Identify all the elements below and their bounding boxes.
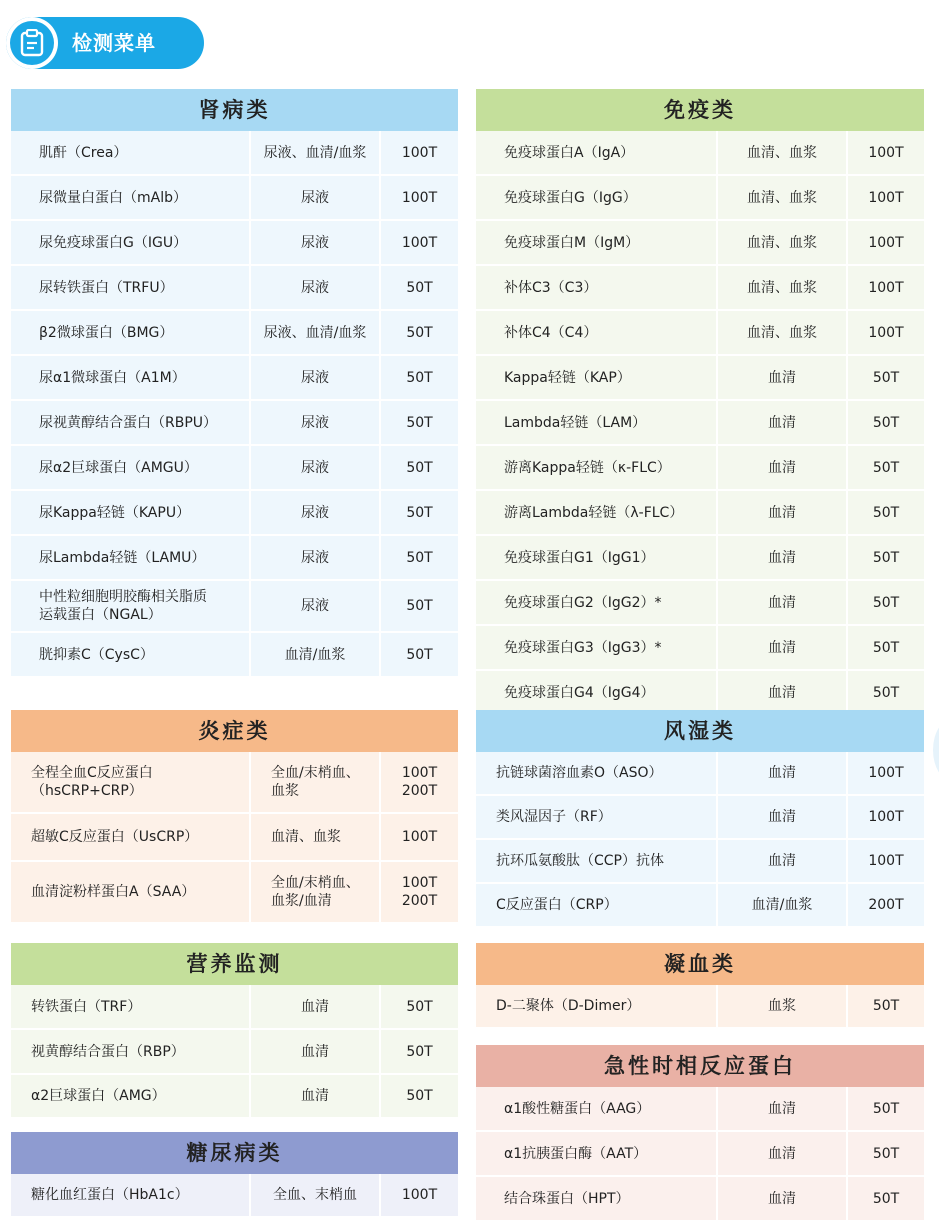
panel-kidney [11,89,458,678]
spec: 100T [846,796,924,838]
table-row [476,401,924,446]
sample-type: 尿液 [249,176,379,219]
sample-type: 全血/末梢血、 血浆 [249,752,379,812]
test-name: 全程全血C反应蛋白 （hsCRP+CRP） [31,765,153,799]
table-row [476,266,924,311]
spec: 50T [846,491,924,534]
test-name: 免疫球蛋白G（IgG） [504,189,637,206]
sample-type: 血清 [716,626,846,669]
test-name: 免疫球蛋白G3（IgG3）* [504,639,662,656]
table-row [11,536,458,581]
table-row [476,626,924,671]
test-name: 尿微量白蛋白（mAlb） [39,189,187,206]
spec: 50T [379,985,458,1028]
sample-type: 血清/血浆 [716,884,846,926]
sample-type: 血清 [716,491,846,534]
spec: 100T [846,176,924,219]
spec: 50T [846,671,924,714]
test-name: α1抗胰蛋白酶（AAT） [504,1145,648,1162]
sample-type: 尿液 [249,221,379,264]
section-badge [6,17,204,69]
sample-type: 血清 [716,1177,846,1220]
panel-title: 免疫类 [476,89,924,131]
sample-type: 血清 [716,671,846,714]
spec: 50T [846,626,924,669]
test-name: 尿Kappa轻链（KAPU） [39,504,191,521]
test-name: 结合珠蛋白（HPT） [504,1190,630,1207]
side-decoration [933,720,939,780]
spec: 100T [846,311,924,354]
test-name: C反应蛋白（CRP） [496,897,618,913]
test-name: D-二聚体（D-Dimer） [496,998,641,1014]
table-row [476,536,924,581]
test-name: 超敏C反应蛋白（UsCRP） [31,829,199,845]
badge-icon-circle [6,17,58,69]
test-name: 免疫球蛋白A（IgA） [504,144,635,161]
test-name: 抗链球菌溶血素O（ASO） [496,765,663,781]
panel-immune [476,89,924,716]
table-row [11,491,458,536]
sample-type: 全血、末梢血 [249,1174,379,1216]
sample-type: 血清 [249,1075,379,1117]
test-name: 免疫球蛋白G4（IgG4） [504,684,655,701]
table-row [476,581,924,626]
sample-type: 血清 [716,356,846,399]
spec: 100T [846,266,924,309]
table-row [476,311,924,356]
spec: 50T [846,1132,924,1175]
spec: 50T [379,311,458,354]
spec: 200T [846,884,924,926]
test-name: 胱抑素C（CysC） [39,646,154,663]
sample-type: 血清 [716,446,846,489]
test-name: 补体C4（C4） [504,324,598,341]
page-title: 检测菜单 [72,31,156,55]
sample-type: 血清、血浆 [716,311,846,354]
sample-type: 血清、血浆 [249,814,379,860]
sample-type: 血清、血浆 [716,131,846,174]
panel-rheumatism [476,710,924,928]
table-row [476,221,924,266]
sample-type: 血清 [249,1030,379,1073]
panel-title: 急性时相反应蛋白 [476,1045,924,1087]
table-row [11,356,458,401]
table-row [11,401,458,446]
table-row [476,491,924,536]
test-name: α2巨球蛋白（AMG） [31,1088,166,1104]
spec: 50T [379,1075,458,1117]
test-name: α1酸性糖蛋白（AAG） [504,1100,651,1117]
panel-nutrition [11,943,458,1119]
panel-title: 风湿类 [476,710,924,752]
spec: 50T [379,491,458,534]
table-row [476,1087,924,1132]
table-row [476,884,924,928]
table-row [476,131,924,176]
clipboard-icon [20,29,44,57]
test-name: 视黄醇结合蛋白（RBP） [31,1043,185,1060]
panel-title: 糖尿病类 [11,1132,458,1174]
test-name: 中性粒细胞明胶酶相关脂质 运载蛋白（NGAL） [39,589,207,623]
spec: 50T [846,356,924,399]
table-row [11,752,458,814]
spec: 50T [846,446,924,489]
test-name: 尿免疫球蛋白G（IGU） [39,234,188,251]
table-row [11,131,458,176]
test-name: 补体C3（C3） [504,279,598,296]
table-row [476,1177,924,1222]
test-name: 尿Lambda轻链（LAMU） [39,549,206,566]
sample-type: 血清 [716,752,846,794]
sample-type: 血清 [716,536,846,579]
table-row [11,1174,458,1218]
sample-type: 血清 [716,581,846,624]
sample-type: 血清/血浆 [249,633,379,676]
spec: 100T [379,814,458,860]
sample-type: 血清 [716,1132,846,1175]
sample-type: 血清 [716,840,846,882]
spec: 50T [379,446,458,489]
spec: 100T [379,176,458,219]
table-row [476,752,924,796]
test-name: β2微球蛋白（BMG） [39,324,174,341]
spec: 50T [379,581,458,631]
test-name: Lambda轻链（LAM） [504,414,647,431]
table-row [11,176,458,221]
sample-type: 全血/末梢血、 血浆/血清 [249,862,379,922]
spec: 50T [379,536,458,579]
spec: 100T [846,752,924,794]
panel-title: 凝血类 [476,943,924,985]
sample-type: 血清 [249,985,379,1028]
test-name: 尿转铁蛋白（TRFU） [39,279,174,296]
test-name: 尿α1微球蛋白（A1M） [39,369,186,386]
test-name: 抗环瓜氨酸肽（CCP）抗体 [496,853,664,869]
spec: 100T 200T [379,862,458,922]
panel-inflammation [11,710,458,924]
table-row [476,446,924,491]
panel-title: 炎症类 [11,710,458,752]
spec: 50T [379,356,458,399]
table-row [11,1030,458,1075]
sample-type: 血浆 [716,985,846,1027]
test-name: Kappa轻链（KAP） [504,369,631,386]
table-row [476,356,924,401]
spec: 50T [846,581,924,624]
sample-type: 尿液 [249,491,379,534]
spec: 100T [379,221,458,264]
test-name: 免疫球蛋白M（IgM） [504,234,640,251]
panel-title: 营养监测 [11,943,458,985]
test-name: 游离Kappa轻链（κ-FLC） [504,459,671,476]
sample-type: 尿液 [249,266,379,309]
sample-type: 尿液 [249,581,379,631]
spec: 50T [846,1087,924,1130]
sample-type: 尿液 [249,356,379,399]
sample-type: 血清、血浆 [716,266,846,309]
spec: 100T [846,840,924,882]
sample-type: 尿液 [249,446,379,489]
table-row [11,266,458,311]
spec: 50T [379,266,458,309]
sample-type: 尿液 [249,536,379,579]
table-row [11,311,458,356]
table-row [11,221,458,266]
spec: 50T [846,985,924,1027]
table-row [476,176,924,221]
test-name: 尿视黄醇结合蛋白（RBPU） [39,414,218,431]
table-row [11,862,458,924]
sample-type: 血清、血浆 [716,221,846,264]
test-name: 尿α2巨球蛋白（AMGU） [39,459,198,476]
panel-diabetes [11,1132,458,1218]
test-name: 肌酐（Crea） [39,144,128,161]
table-row [11,581,458,633]
sample-type: 血清 [716,1087,846,1130]
test-name: 转铁蛋白（TRF） [31,998,142,1015]
spec: 50T [379,401,458,444]
spec: 50T [846,401,924,444]
spec: 50T [846,536,924,579]
spec: 100T 200T [379,752,458,812]
table-row [476,840,924,884]
test-name: 糖化血红蛋白（HbA1c） [31,1187,189,1203]
table-row [11,633,458,678]
panel-coagulation [476,943,924,1029]
sample-type: 尿液、血清/血浆 [249,131,379,174]
sample-type: 血清 [716,401,846,444]
table-row [11,985,458,1030]
test-name: 免疫球蛋白G1（IgG1） [504,549,655,566]
sample-type: 血清、血浆 [716,176,846,219]
test-name: 类风湿因子（RF） [496,809,612,825]
spec: 100T [379,131,458,174]
table-row [476,1132,924,1177]
spec: 100T [846,131,924,174]
table-row [11,1075,458,1119]
table-row [476,985,924,1029]
test-name: 游离Lambda轻链（λ-FLC） [504,504,684,521]
test-name: 血清淀粉样蛋白A（SAA） [31,884,196,900]
sample-type: 血清 [716,796,846,838]
spec: 100T [379,1174,458,1216]
sample-type: 尿液、血清/血浆 [249,311,379,354]
table-row [11,446,458,491]
panel-acute [476,1045,924,1222]
spec: 50T [379,1030,458,1073]
table-row [11,814,458,862]
spec: 50T [846,1177,924,1220]
spec: 50T [379,633,458,676]
sample-type: 尿液 [249,401,379,444]
spec: 100T [846,221,924,264]
table-row [476,796,924,840]
panel-title: 肾病类 [11,89,458,131]
test-name: 免疫球蛋白G2（IgG2）* [504,594,662,611]
